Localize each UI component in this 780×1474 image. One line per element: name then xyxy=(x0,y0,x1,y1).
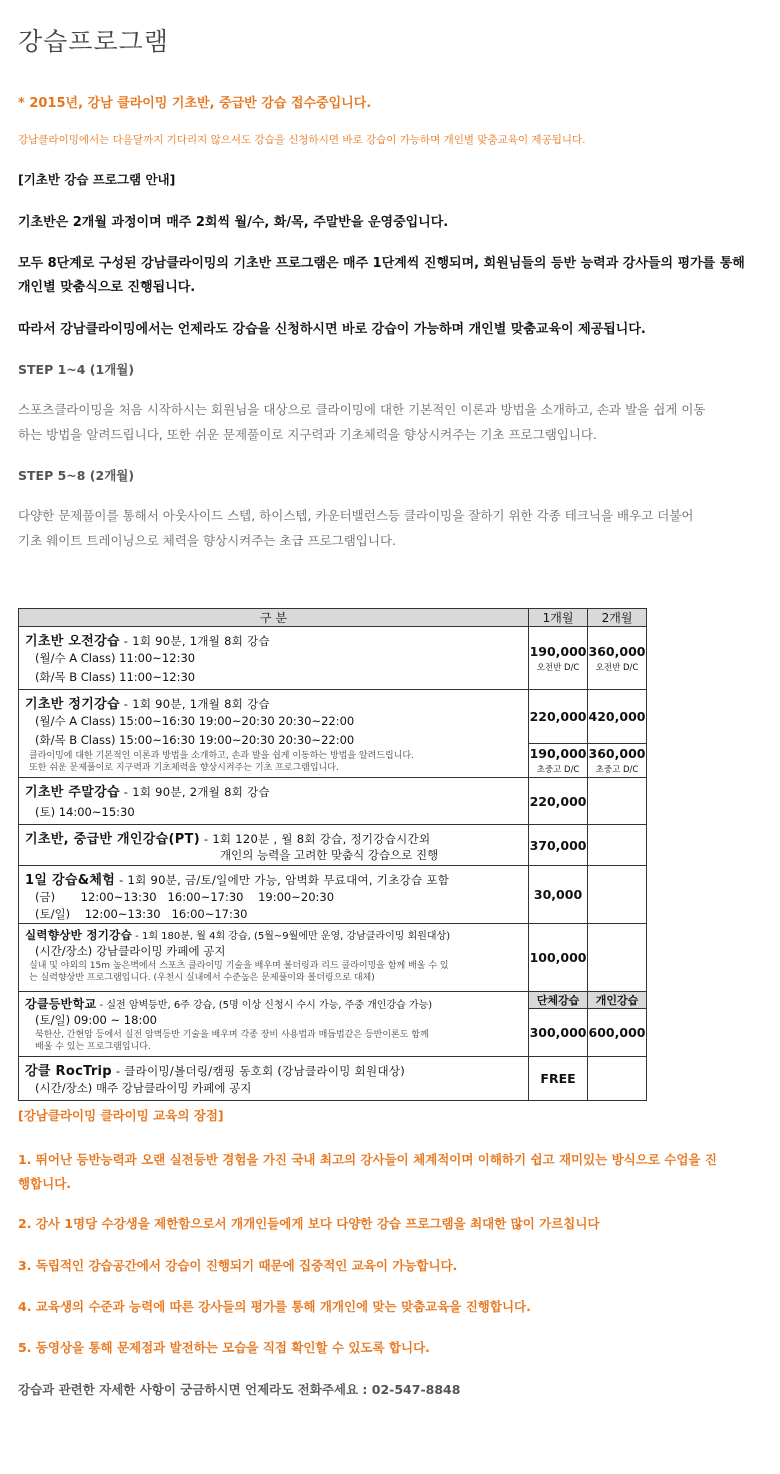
program-title: 실력향상반 정기강습 xyxy=(25,928,132,942)
price-2month xyxy=(588,866,647,924)
program-desc: - 클라이밍/볼더링/캠핑 동호회 (강남클라이밍 회원대상) xyxy=(111,1064,406,1078)
price-discount-1month: 190,000 초중고 D/C xyxy=(529,744,588,778)
program-cell xyxy=(19,825,529,866)
price-2month xyxy=(588,924,647,992)
price-2month xyxy=(588,778,647,825)
merit-3: 3. 독립적인 강습공간에서 강습이 진행되기 때문에 집중적인 교육이 가능합니다. xyxy=(18,1258,458,1273)
price-1month: FREE xyxy=(529,1057,588,1101)
basic-p3: 따라서 강남클라이밍에서는 언제라도 강습을 신청하시면 바로 강습이 가능하며 개인별 맞춤교육이 제공됩니다. xyxy=(18,322,646,337)
table-row xyxy=(19,778,647,825)
merit-1-line1: 1. 뛰어난 등반능력과 오랜 실전등반 경험을 가진 국내 최고의 강사들이 체계적이며 이해하기 쉽고 재미있는 방식으로 수업을 진 xyxy=(18,1152,717,1167)
program-title: 기초반, 중급반 개인강습(PT) xyxy=(25,832,200,847)
notice-sub: 강남클라이밍에서는 다음달까지 기다리지 않으셔도 강습을 신청하시면 바로 강습이 가능하며 개인별 맞춤교육이 제공됩니다. xyxy=(18,134,586,146)
program-note: 또한 쉬운 문제풀이로 지구력과 기초체력을 향상시켜주는 기초 프로그램입니다. xyxy=(29,763,339,773)
program-desc: - 1회 90분, 금/토/일에만 가능, 암벽화 무료대여, 기초강습 포함 xyxy=(115,873,450,887)
program-title: 기초반 주말강습 xyxy=(25,785,120,800)
schedule-line: (월/수 A Class) 11:00~12:30 xyxy=(35,651,196,665)
basic-heading: [기초반 강습 프로그램 안내] xyxy=(18,172,176,187)
schedule-line: (시간/장소) 매주 강남클라이밍 카페에 공지 xyxy=(35,1081,252,1095)
program-cell xyxy=(19,778,529,825)
header-1month: 1개월 xyxy=(529,609,588,627)
page-title: 강습프로그램 xyxy=(18,27,169,56)
program-note: 클라이밍에 대한 기본적인 이론과 방법을 소개하고, 손과 발을 쉽게 이동하는 방법을 알려드립니다. xyxy=(29,751,414,761)
private-lesson-header: 개인강습 xyxy=(588,992,647,1009)
program-cell xyxy=(19,992,529,1057)
table-row xyxy=(19,924,647,992)
program-note: 배울 수 있는 프로그램입니다. xyxy=(35,1042,151,1052)
price-table xyxy=(18,608,647,1101)
program-desc: - 실전 암벽등반, 6주 강습, (5명 이상 신청시 수시 가능, 주중 개인강습 가능) xyxy=(96,1000,433,1011)
program-note: 북한산, 간현암 등에서 실전 암벽등반 기술을 배우며 각종 장비 사용법과 매듭법같은 등반이론도 함께 xyxy=(35,1030,429,1040)
merit-2: 2. 강사 1명당 수강생을 제한함으로서 개개인들에게 보다 다양한 강습 프로그램을 최대한 많이 가르칩니다 xyxy=(18,1216,600,1231)
price-1month: 100,000 xyxy=(529,924,588,992)
table-header-row xyxy=(19,609,647,627)
schedule-line: 개인의 능력을 고려한 맞춤식 강습으로 진행 xyxy=(220,848,439,862)
group-lesson-header: 단체강습 xyxy=(529,992,588,1009)
price-1month: 370,000 xyxy=(529,825,588,866)
program-title: 강클 RocTrip xyxy=(25,1064,112,1079)
table-row xyxy=(19,1057,647,1101)
price-2month xyxy=(588,825,647,866)
step2-desc-line1: 다양한 문제풀이를 통해서 아웃사이드 스텝, 하이스텝, 카운터밸런스등 클라이밍을 잘하기 위한 각종 테크닉을 배우고 더불어 xyxy=(18,508,694,523)
schedule-line: (금) 12:00~13:30 16:00~17:30 19:00~20:30 xyxy=(35,890,335,904)
program-title: 강클등반학교 xyxy=(25,997,97,1011)
program-desc: - 1회 180분, 월 4회 강습, (5월~9월에만 운영, 강남클라이밍 회원대상) xyxy=(131,931,451,942)
merit-4: 4. 교육생의 수준과 능력에 따른 강사들의 평가를 통해 개개인에 맞는 맞춤교육을 진행합니다. xyxy=(18,1299,531,1314)
price-1month: 30,000 xyxy=(529,866,588,924)
table-row xyxy=(19,866,647,924)
table-row xyxy=(19,992,647,1009)
program-cell xyxy=(19,924,529,992)
program-title: 기초반 오전강습 xyxy=(25,634,120,649)
schedule-line: (화/목 B Class) 11:00~12:30 xyxy=(35,670,196,684)
step1-label: STEP 1~4 (1개월) xyxy=(18,362,135,377)
price-2month: 360,000 오전반 D/C xyxy=(588,627,647,690)
schedule-line: (화/목 B Class) 15:00~16:30 19:00~20:30 20:30~22:00 xyxy=(35,733,355,747)
program-desc: - 1회 120분 , 월 8회 강습, 정기강습시간외 xyxy=(199,832,431,846)
table-row xyxy=(19,690,647,744)
merits-heading: [강남클라이밍 클라이밍 교육의 장점] xyxy=(18,1108,224,1123)
contact-line: 강습과 관련한 자세한 사항이 궁금하시면 언제라도 전화주세요 : 02-547-8848 xyxy=(18,1382,461,1397)
program-title: 1일 강습&체험 xyxy=(25,873,116,888)
program-title: 기초반 정기강습 xyxy=(25,697,120,712)
merit-1-line2: 행합니다. xyxy=(18,1176,72,1191)
schedule-line: (시간/장소) 강남클라이밍 카페에 공지 xyxy=(35,944,226,958)
program-cell xyxy=(19,627,529,690)
price-1month: 190,000 오전반 D/C xyxy=(529,627,588,690)
notice-headline: * 2015년, 강남 클라이밍 기초반, 중급반 강습 접수중입니다. xyxy=(18,96,372,111)
price-group: 300,000 xyxy=(529,1009,588,1057)
program-desc: - 1회 90분, 1개월 8회 강습 xyxy=(119,697,270,711)
basic-p2-line1: 모두 8단계로 구성된 강남클라이밍의 기초반 프로그램은 매주 1단계씩 진행되며, 회원님들의 등반 능력과 강사들의 평가를 통해 xyxy=(18,256,745,271)
schedule-line: (토/일) 12:00~13:30 16:00~17:30 xyxy=(35,907,248,921)
program-desc: - 1회 90분, 2개월 8회 강습 xyxy=(119,785,270,799)
price-1month: 220,000 xyxy=(529,778,588,825)
step2-label: STEP 5~8 (2개월) xyxy=(18,468,135,483)
price-2month: 420,000 xyxy=(588,690,647,744)
step1-desc-line2: 하는 방법을 알려드립니다, 또한 쉬운 문제풀이로 지구력과 기초체력을 향상시켜주는 기초 프로그램입니다. xyxy=(18,427,597,442)
schedule-line: (토) 14:00~15:30 xyxy=(35,805,135,819)
basic-p2-line2: 개인별 맞춤식으로 진행됩니다. xyxy=(18,280,196,295)
schedule-line: (월/수 A Class) 15:00~16:30 19:00~20:30 20:30~22:00 xyxy=(35,714,355,728)
step2-desc-line2: 기초 웨이트 트레이닝으로 체력을 향상시켜주는 초급 프로그램입니다. xyxy=(18,533,396,548)
program-desc: - 1회 90분, 1개월 8회 강습 xyxy=(119,634,270,648)
program-cell xyxy=(19,866,529,924)
price-1month: 220,000 xyxy=(529,690,588,744)
price-discount-2month: 360,000 초중고 D/C xyxy=(588,744,647,778)
header-2month: 2개월 xyxy=(588,609,647,627)
table-row xyxy=(19,627,647,690)
step1-desc-line1: 스포츠클라이밍을 처음 시작하시는 회원님을 대상으로 클라이밍에 대한 기본적인 이론과 방법을 소개하고, 손과 발을 쉽게 이동 xyxy=(18,402,706,417)
program-note: 실내 및 야외의 15m 높은벽에서 스포츠 클라이밍 기술을 배우며 볼더링과 리드 클라이밍을 함께 배울 수 있 xyxy=(29,961,449,971)
table-row xyxy=(19,825,647,866)
program-cell xyxy=(19,1057,529,1101)
merit-5: 5. 동영상을 통해 문제점과 발전하는 모습을 직접 확인할 수 있도록 합니다. xyxy=(18,1340,430,1355)
program-note: 는 실력향상반 프로그램입니다. (우천시 실내에서 수준높은 문제풀이와 볼더링으로 대체) xyxy=(29,973,375,983)
price-private: 600,000 xyxy=(588,1009,647,1057)
basic-p1: 기초반은 2개월 과정이며 매주 2회씩 월/수, 화/목, 주말반을 운영중입니다. xyxy=(18,215,449,230)
header-category: 구 분 xyxy=(19,609,529,627)
schedule-line: (토/일) 09:00 ~ 18:00 xyxy=(35,1013,157,1027)
price-2month xyxy=(588,1057,647,1101)
program-cell xyxy=(19,690,529,778)
